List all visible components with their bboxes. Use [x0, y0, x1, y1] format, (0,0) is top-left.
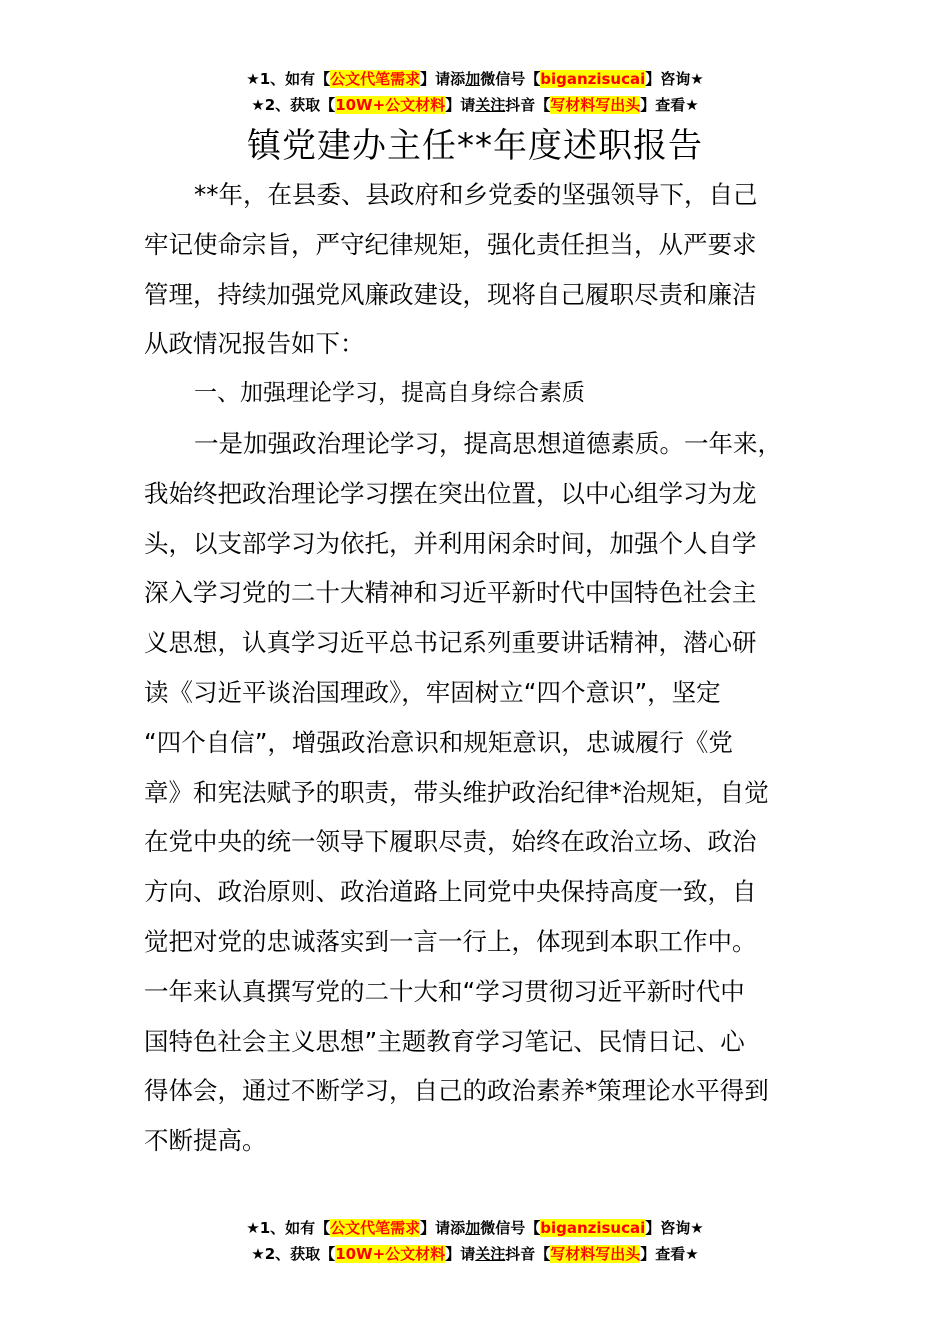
- body-line: “四个自信”，增强政治意识和规矩意识，忠诚履行《党: [144, 727, 733, 757]
- banner-line-2: ★2、获取【10W+公文材料】请关注抖音【写材料写出头】查看★: [251, 96, 699, 114]
- document-body: [144, 170, 834, 1166]
- body-line: 牢记使命宗旨，严守纪律规矩，强化责任担当，从严要求: [144, 229, 757, 259]
- highlight-wechat-id: biganzisucai: [540, 70, 646, 88]
- banner-line-2: ★2、获取【10W+公文材料】请关注抖音【写材料写出头】查看★: [251, 1245, 699, 1263]
- body-line: 国特色社会主义思想”主题教育学习笔记、民情日记、心: [144, 1026, 745, 1056]
- section-heading: 一、加强理论学习，提高自身综合素质: [194, 380, 585, 407]
- body-line: 深入学习党的二十大精神和习近平新时代中国特色社会主: [144, 578, 757, 608]
- body-line: 得体会，通过不断学习，自己的政治素养*策理论水平得到: [144, 1076, 769, 1106]
- body-line: 在党中央的统一领导下履职尽责，始终在政治立场、政治: [144, 827, 757, 857]
- banner-line-1: ★1、如有【公文代笔需求】请添加微信号【biganzisucai】咨询★: [246, 70, 704, 88]
- body-line: 从政情况报告如下：: [144, 329, 365, 359]
- body-line: 不断提高。: [144, 1126, 267, 1156]
- body-line: 我始终把政治理论学习摆在突出位置，以中心组学习为龙: [144, 478, 757, 508]
- highlight-materials: 10W+公文材料: [335, 96, 446, 114]
- body-line: 管理，持续加强党风廉政建设，现将自己履职尽责和廉洁: [144, 279, 757, 309]
- body-line: 觉把对党的忠诚落实到一言一行上，体现到本职工作中。: [144, 926, 757, 956]
- banner-line-1: ★1、如有【公文代笔需求】请添加微信号【biganzisucai】咨询★: [246, 1219, 704, 1237]
- body-line: 一年来认真撰写党的二十大和“学习贯彻习近平新时代中: [144, 976, 745, 1006]
- footer-banner: [0, 1215, 950, 1267]
- highlight-douyin: 写材料写出头: [550, 96, 641, 114]
- body-line: 一是加强政治理论学习，提高思想道德素质。一年来，: [194, 428, 782, 458]
- body-line: 读《习近平谈治国理政》，牢固树立“四个意识”，坚定: [144, 677, 721, 707]
- highlight-materials: 10W+公文材料: [335, 1245, 446, 1263]
- body-line: 章》和宪法赋予的职责，带头维护政治纪律*治规矩，自觉: [144, 777, 769, 807]
- header-banner: [0, 66, 950, 118]
- body-line: 义思想，认真学习近平总书记系列重要讲话精神，潜心研: [144, 628, 757, 658]
- document-title: 镇党建办主任**年度述职报告: [247, 126, 703, 166]
- body-line: 方向、政治原则、政治道路上同党中央保持高度一致，自: [144, 877, 757, 907]
- highlight-wechat-id: biganzisucai: [540, 1219, 646, 1237]
- body-line: **年，在县委、县政府和乡党委的坚强领导下，自己: [194, 180, 758, 209]
- highlight-service: 公文代笔需求: [330, 70, 421, 88]
- body-line: 头，以支部学习为依托，并利用闲余时间，加强个人自学: [144, 528, 757, 558]
- highlight-douyin: 写材料写出头: [550, 1245, 641, 1263]
- highlight-service: 公文代笔需求: [330, 1219, 421, 1237]
